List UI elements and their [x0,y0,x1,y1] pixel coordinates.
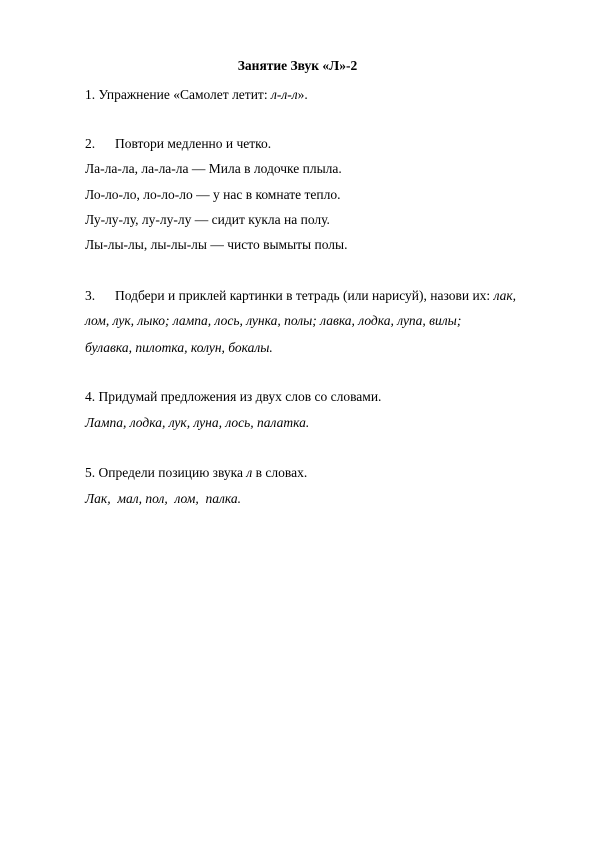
exercise-2-line-3: Лу-лу-лу, лу-лу-лу — сидит кукла на полу. [85,212,330,227]
exercise-2-line-1: Ла-ла-ла, ла-ла-ла — Мила в лодочке плыла. [85,161,342,176]
exercise-2-number: 2. [85,136,96,151]
page-title: Занятие Звук «Л»-2 [237,58,358,73]
exercise-3-heading-text: Подбери и приклей картинки в тетрадь (или нарисуй), назови их: [115,288,494,303]
exercise-5-words: Лак, мал, пол, лом, палка. [85,491,242,506]
exercise-1 [85,86,308,104]
exercise-2-line-2: Ло-ло-ло, ло-ло-ло — у нас в комнате тепло. [85,187,341,202]
exercise-5-heading [85,464,307,482]
exercise-2-heading [85,135,271,153]
exercise-3-number: 3. [85,288,96,303]
exercise-1-italic: л-л-л [270,87,298,102]
exercise-4-words: Лампа, лодка, лук, луна, лось, палатка. [85,415,310,430]
exercise-5-heading-end: в словах. [252,465,308,480]
exercise-2-heading-text: Повтори медленно и четко. [115,136,272,151]
exercise-2-line-4: Лы-лы-лы, лы-лы-лы — чисто вымыты полы. [85,237,348,252]
exercise-5-letter: л [246,465,253,480]
exercise-4-heading: 4. Придумай предложения из двух слов со словами. [85,389,382,404]
exercise-1-text: 1. Упражнение «Самолет летит: [85,87,271,102]
exercise-3-line-3: булавка, пилотка, колун, бокалы. [85,340,273,355]
exercise-3-heading [85,287,516,305]
exercise-3-line-2: лом, лук, лыко; лампа, лось, лунка, полы; лавка, лодка, лупа, вилы; [85,313,462,328]
exercise-5-heading-start: 5. Определи позицию звука [85,465,247,480]
exercise-3-italic-start: лак, [493,288,517,303]
exercise-1-end: ». [297,87,308,102]
